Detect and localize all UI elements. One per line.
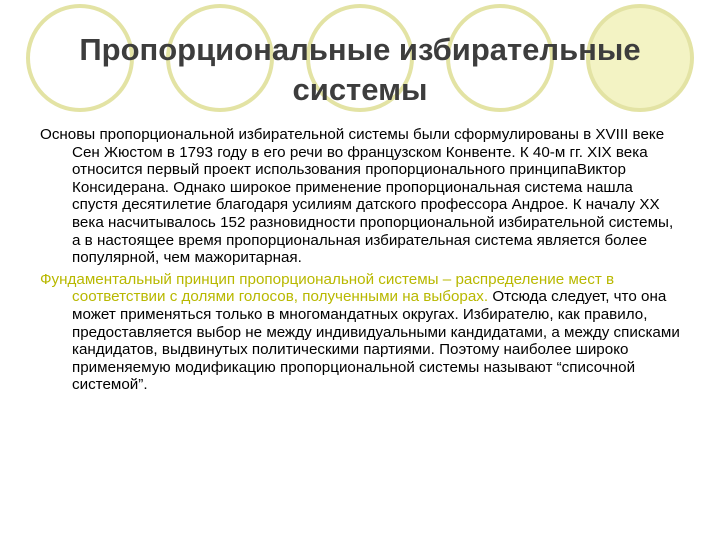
paragraph-principle [40, 271, 680, 394]
principle-text: Отсюда следует, что она может применяться только в многомандатных округах. Избирателю, как правило, предоставляется выбор не между индивидуальными кандидатами, а между списками кандидатов, выдвинутых политическими партиями. Поэтому наиболее широко применяемую модификацию пропорциональной системы называют “списочной системой”. [72, 288, 680, 394]
slide-body [40, 126, 680, 398]
principle-highlight: Фундаментальный принцип пропорциональной системы – распределение мест в соответствии с долями голосов, полученными на выборах. [40, 270, 615, 306]
paragraph-history: Основы пропорциональной избирательной системы были сформулированы в XVIII веке Сен Жюстом в 1793 году в его речи во французском Конвенте. К 40-м гг. XIX века относится первый проект использования пропорционального принципаВиктор Консидерана. Однако широкое применение пропорциональная система нашла спустя десятилетие благодаря усилиям датского профессора Андрое. К началу XX века насчитывалось 152 разновидности пропорциональной избирательной системы, а в настоящее время пропорциональная избирательная система является более популярной, чем мажоритарная. [40, 126, 674, 267]
page-title: Пропорциональные избирательные системы [79, 32, 641, 107]
